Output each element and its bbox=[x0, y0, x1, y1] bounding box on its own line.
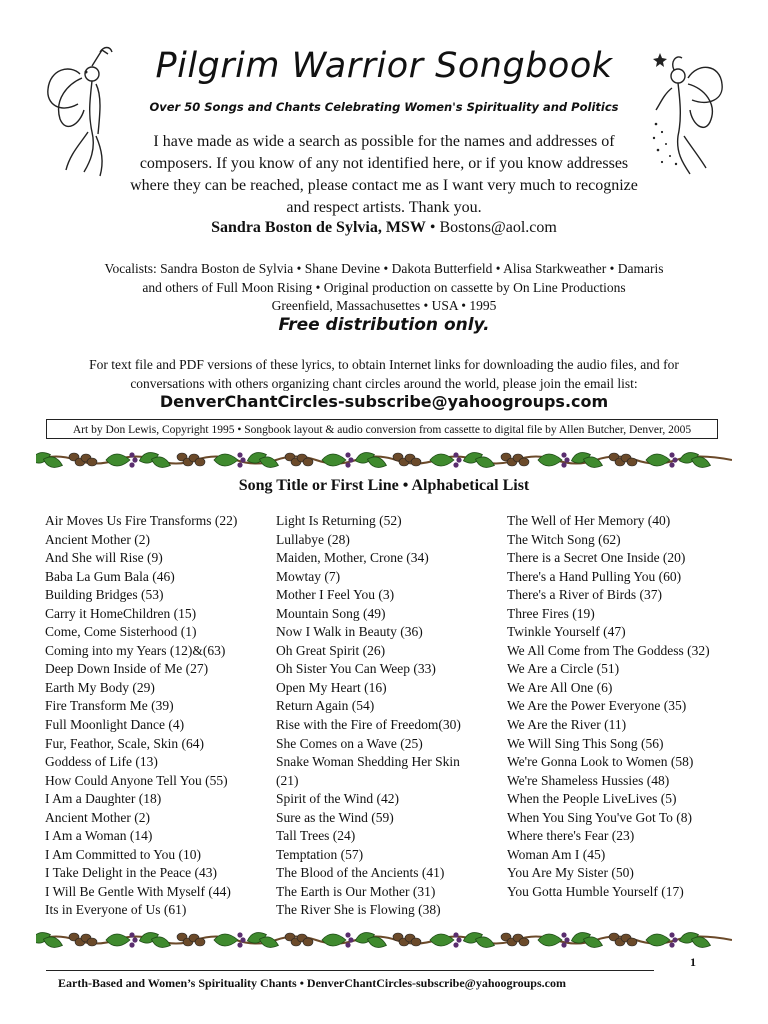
song-list-item: Building Bridges (53) bbox=[45, 587, 164, 603]
song-list-item: She Comes on a Wave (25) bbox=[276, 735, 423, 751]
song-list-item: I Will Be Gentle With Myself (44) bbox=[45, 883, 231, 899]
song-list-item: Where there's Fear (23) bbox=[507, 828, 635, 844]
song-list-item: Air Moves Us Fire Transforms (22) bbox=[45, 513, 238, 528]
song-list-item: Three Fires (19) bbox=[507, 605, 595, 621]
song-list-item: Mowtay (7) bbox=[276, 568, 341, 584]
vocalists-block bbox=[40, 260, 728, 316]
song-list-item: Sure as the Wind (59) bbox=[276, 809, 394, 825]
song-list-item: The Earth is Our Mother (31) bbox=[276, 883, 436, 899]
vocalists-line: Vocalists: Sandra Boston de Sylvia • Shane Devine • Dakota Butterfield • Alisa Starkweather • Damaris bbox=[104, 261, 664, 276]
leaf-vine-border-icon bbox=[36, 447, 732, 473]
page-subtitle: Over 50 Songs and Chants Celebrating Women's Spirituality and Politics bbox=[149, 100, 619, 114]
song-list-item: The Witch Song (62) bbox=[507, 531, 621, 547]
song-list-item: When You Sing You've Got To (8) bbox=[507, 809, 693, 825]
song-list-item: The River She is Flowing (38) bbox=[276, 902, 441, 918]
song-list-column-1 bbox=[45, 512, 270, 920]
song-list-item: How Could Anyone Tell You (55) bbox=[45, 772, 228, 788]
author-separator: • bbox=[429, 219, 436, 236]
song-list-item: We Are All One (6) bbox=[507, 679, 613, 695]
vocalists-line: Greenfield, Massachusettes • USA • 1995 bbox=[271, 298, 497, 313]
song-list-item: When the People LiveLives (5) bbox=[507, 791, 677, 807]
author-name: Sandra Boston de Sylvia, MSW bbox=[211, 219, 426, 236]
song-list-item: Earth My Body (29) bbox=[45, 679, 155, 695]
song-list-item: We Are a Circle (51) bbox=[507, 661, 620, 677]
song-list-item: Temptation (57) bbox=[276, 846, 364, 862]
song-list-item: (21) bbox=[276, 772, 299, 788]
song-list-item: We All Come from The Goddess (32) bbox=[507, 642, 710, 658]
song-list-item: We Are the Power Everyone (35) bbox=[507, 698, 687, 714]
song-list-item: Its in Everyone of Us (61) bbox=[45, 902, 187, 918]
song-list-item: Goddess of Life (13) bbox=[45, 754, 158, 770]
page-footer: Earth-Based and Women’s Spirituality Chants • DenverChantCircles-subscribe@yahoogroups.com bbox=[58, 976, 566, 990]
song-list-item: There's a Hand Pulling You (60) bbox=[507, 568, 682, 584]
free-distribution-notice: Free distribution only. bbox=[278, 315, 490, 335]
footer-rule bbox=[46, 970, 654, 971]
song-list-item: Full Moonlight Dance (4) bbox=[45, 717, 185, 733]
song-list-item: Spirit of the Wind (42) bbox=[276, 791, 399, 807]
page-number: 1 bbox=[690, 955, 696, 969]
song-list-item: Baba La Gum Bala (46) bbox=[45, 568, 175, 584]
art-credit-box: Art by Don Lewis, Copyright 1995 • Songbook layout & audio conversion from cassette to digital file by Allen Butcher, Denver, 2005 bbox=[46, 419, 718, 439]
song-list-item: Tall Trees (24) bbox=[276, 828, 356, 844]
song-list-item: We Are the River (11) bbox=[507, 717, 627, 733]
song-list-item: I Am Committed to You (10) bbox=[45, 846, 202, 862]
song-list-item: Snake Woman Shedding Her Skin bbox=[276, 754, 460, 770]
song-list-item: Coming into my Years (12)&(63) bbox=[45, 642, 226, 658]
song-list-item: There is a Secret One Inside (20) bbox=[507, 550, 686, 566]
song-list-item: Oh Sister You Can Weep (33) bbox=[276, 661, 436, 677]
song-list-item: You Are My Sister (50) bbox=[507, 865, 634, 881]
song-list-item: I Am a Woman (14) bbox=[45, 828, 153, 844]
song-list-item: Deep Down Inside of Me (27) bbox=[45, 661, 209, 677]
song-list-item: And She will Rise (9) bbox=[45, 550, 163, 566]
song-list-item: There's a River of Birds (37) bbox=[507, 587, 663, 603]
join-list-text bbox=[30, 356, 738, 393]
song-list-item: Mountain Song (49) bbox=[276, 605, 386, 621]
song-list-item: Mother I Feel You (3) bbox=[276, 587, 395, 603]
song-list-item: Come, Come Sisterhood (1) bbox=[45, 624, 197, 640]
song-list-item: Open My Heart (16) bbox=[276, 679, 387, 695]
list-heading: Song Title or First Line • Alphabetical List bbox=[238, 477, 530, 494]
song-list-item: Ancient Mother (2) bbox=[45, 809, 150, 825]
song-list-item: We're Gonna Look to Women (58) bbox=[507, 754, 694, 770]
song-list-item: We Will Sing This Song (56) bbox=[507, 735, 664, 751]
song-list-item: Maiden, Mother, Crone (34) bbox=[276, 550, 429, 566]
song-list-item: I Am a Daughter (18) bbox=[45, 791, 162, 807]
song-list-item: Light Is Returning (52) bbox=[276, 513, 402, 528]
song-list-column-2 bbox=[276, 512, 504, 920]
author-line bbox=[0, 219, 768, 237]
song-list-item: We're Shameless Hussies (48) bbox=[507, 772, 670, 788]
song-list-column-3 bbox=[507, 512, 747, 901]
song-list-item: Ancient Mother (2) bbox=[45, 531, 150, 547]
song-list-item: Fur, Feathor, Scale, Skin (64) bbox=[45, 735, 205, 751]
song-list-item: Rise with the Fire of Freedom(30) bbox=[276, 717, 461, 733]
song-list-item: The Blood of the Ancients (41) bbox=[276, 865, 445, 881]
song-list-item: Woman Am I (45) bbox=[507, 846, 606, 862]
song-list-item: The Well of Her Memory (40) bbox=[507, 513, 671, 528]
song-list-item: Carry it HomeChildren (15) bbox=[45, 605, 197, 621]
page-title: Pilgrim Warrior Songbook bbox=[155, 46, 613, 86]
song-list-item: You Gotta Humble Yourself (17) bbox=[507, 883, 684, 899]
song-list-item: Oh Great Spirit (26) bbox=[276, 642, 386, 658]
song-list-item: Twinkle Yourself (47) bbox=[507, 624, 626, 640]
intro-paragraph: I have made as wide a search as possible for the names and addresses of composers. If you know of any not identified here, or if you know addresses where they can be reached, please contact me as I want very much to recognize and respect artists. Thank you. bbox=[130, 133, 638, 216]
song-list-item: Now I Walk in Beauty (36) bbox=[276, 624, 423, 640]
song-list-item: Fire Transform Me (39) bbox=[45, 698, 174, 714]
author-email[interactable]: Bostons@aol.com bbox=[439, 219, 557, 236]
song-list-item: I Take Delight in the Peace (43) bbox=[45, 865, 217, 881]
join-line: For text file and PDF versions of these lyrics, to obtain Internet links for downloading the audio files, and for bbox=[89, 357, 679, 372]
subscribe-email-link[interactable]: DenverChantCircles-subscribe@yahoogroups.com bbox=[159, 392, 609, 411]
song-list-item: Lullabye (28) bbox=[276, 531, 350, 547]
join-line: conversations with others organizing chant circles around the world, please join the email list: bbox=[130, 375, 638, 391]
song-list-item: Return Again (54) bbox=[276, 698, 375, 714]
vocalists-line: and others of Full Moon Rising • Original production on cassette by On Line Productions bbox=[142, 279, 626, 295]
leaf-vine-border-icon bbox=[36, 927, 732, 953]
